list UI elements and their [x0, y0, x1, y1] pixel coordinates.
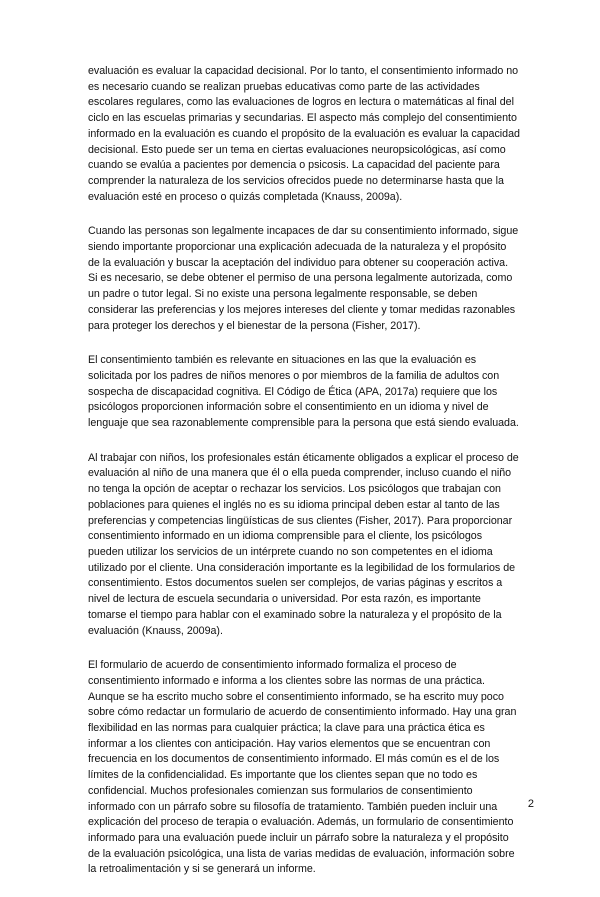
paragraph-3: El consentimiento también es relevante en situaciones en las que la evaluación es solicitada por los padres de niños menores o por miembros de la familia de adultos con sospecha de discapacidad cognitiva. El Código de Ética (APA, 2017a) requiere que los psicólogos proporcionen información sobre el consentimiento en un idioma y nivel de lenguaje que sea razonablemente comprensible para la persona que está siendo evaluada.: [88, 354, 519, 430]
paragraph-2: Cuando las personas son legalmente incapaces de dar su consentimiento informado, sigue siendo importante proporcionar una explicación adecuada de la naturaleza y el propósito de la evaluación y buscar la aceptación del individuo para obtener su cooperación activa. Si es necesario, se debe obtener el permiso de una persona legalmente autorizada, como un padre o tutor legal. Si no existe una persona legalmente responsable, se deben considerar las preferencias y los mejores intereses del cliente y tomar medidas razonables para proteger los derechos y el bienestar de la persona (Fisher, 2017).: [88, 225, 519, 332]
paragraph-4: Al trabajar con niños, los profesionales están éticamente obligados a explicar el proceso de evaluación al niño de una manera que él o ella pueda comprender, incluso cuando el niño no tenga la opción de aceptar o rechazar los servicios. Los psicólogos que trabajan con poblaciones para quienes el inglés no es su idioma principal deben estar al tanto de las preferencias y competencias lingüísticas de sus clientes (Fisher, 2017). Para proporcionar consentimiento informado en un idioma comprensible para el cliente, los psicólogos pueden utilizar los servicios de un intérprete cuando no son competentes en el idioma utilizado por el cliente. Una consideración importante es la legibilidad de los formularios de consentimiento. Estos documentos suelen ser complejos, de varias páginas y escritos a nivel de lectura de escuela secundaria o universidad. Por esta razón, es importante tomarse el tiempo para hablar con el examinado sobre la naturaleza y el propósito de la evaluación (Knauss, 2009a).: [88, 451, 519, 637]
paragraph-1: evaluación es evaluar la capacidad decisional. Por lo tanto, el consentimiento informado no es necesario cuando se realizan pruebas educativas como parte de las actividades escolares regulares, como las evaluaciones de logros en lectura o matemáticas al final del ciclo en las escuelas primarias y secundarias. El aspecto más complejo del consentimiento informado en la evaluación es cuando el propósito de la evaluación es evaluar la capacidad decisional. Esto puede ser un tema en ciertas evaluaciones neuropsicológicas, así como cuando se evalúa a pacientes por demencia o psicosis. La capacidad del paciente para comprender la naturaleza de los servicios ofrecidos puede no determinarse hasta que la evaluación esté en proceso o quizás completada (Knauss, 2009a).: [88, 65, 520, 203]
document-body: [88, 64, 520, 897]
page-number: 2: [527, 798, 534, 810]
paragraph-5: El formulario de acuerdo de consentimiento informado formaliza el proceso de consentimiento informado e informa a los clientes sobre las normas de una práctica. Aunque se ha escrito mucho sobre el consentimiento informado, se ha escrito muy poco sobre cómo redactar un formulario de acuerdo de consentimiento informado. Hay una gran flexibilidad en las normas para cualquier práctica; la clave para una práctica ética es informar a los clientes con anticipación. Hay varios elementos que se encuentran con frecuencia en los documentos de consentimiento informado. El más común es el de los límites de la confidencialidad. Es importante que los clientes sepan que no todo es confidencial. Muchos profesionales comienzan sus formularios de consentimiento informado con un párrafo sobre su filosofía de tratamiento. También pueden incluir una explicación del proceso de terapia o evaluación. Además, un formulario de consentimiento informado para una evaluación puede incluir un párrafo sobre la naturaleza y el propósito de la evaluación psicológica, una lista de varias medidas de evaluación, información sobre la retroalimentación y si se generará un informe.: [88, 659, 517, 876]
